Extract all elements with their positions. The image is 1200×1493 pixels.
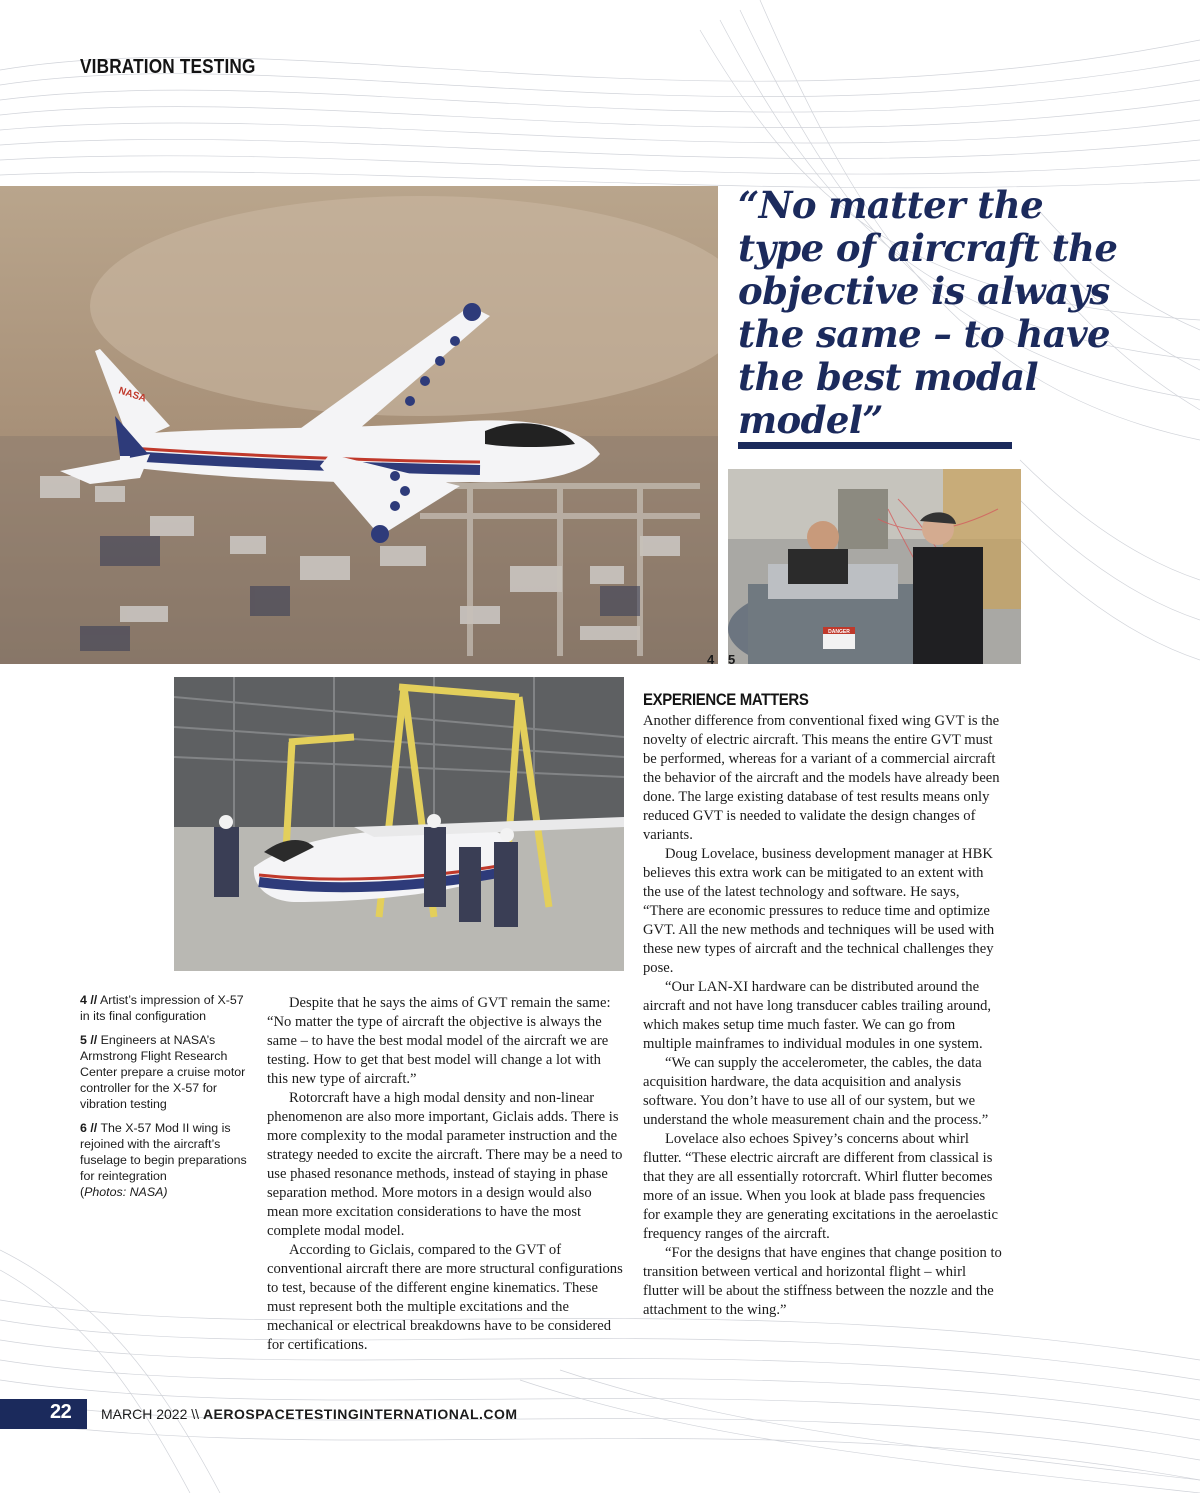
aircraft-tail-logo: NASA [117, 385, 148, 405]
paragraph: Lovelace also echoes Spivey’s concerns about whirl flutter. “These electric aircraft are different from classical is that they are all essentially rotorcraft. Whirl flutter becomes more of an issue. When you look at blade pass frequencies for example they are generating excitations in the aeroelastic frequency ranges of the aircraft. [643, 1131, 998, 1242]
paragraph: “For the designs that have engines that change position to transition between vertical and horizontal flight – whirl flutter will be about the stiffness between the nozzle and the attachment to the wing.” [643, 1245, 1002, 1318]
paragraph: “We can supply the accelerometer, the cables, the data acquisition hardware, the data acquisition and analysis software. You don’t have to use all of our system, but we understand the whole measurement chain and the process.” [643, 1055, 989, 1128]
caption-4: 4 // Artist’s impression of X-57 in its final configuration [80, 993, 244, 1023]
x57-aerial-photo [0, 186, 718, 664]
paragraph: According to Giclais, compared to the GVT of conventional aircraft there are more structural configurations to test, because of the different engine kinematics. These must represent both the multiple excitations and the mechanical or electrical breakdowns have to be considered for certifications. [267, 1242, 623, 1353]
section-label: VIBRATION TESTING [80, 56, 256, 78]
photo-credit: Photos: NASA) [84, 1185, 168, 1199]
photo-number-4: 4 [707, 652, 715, 667]
page-number-tab [0, 1399, 87, 1429]
hangar-photo [174, 677, 624, 971]
issue-date: MARCH 2022 [101, 1406, 188, 1422]
pull-quote-rule [738, 442, 1012, 449]
page-number: 22 [50, 1401, 72, 1423]
danger-sign: DANGER [828, 629, 850, 635]
footer-line [101, 1406, 518, 1422]
paragraph: Doug Lovelace, business development manager at HBK believes this extra work can be mitigated to an extent with the use of the latest technology and software. He says, “There are economic pressures to reduce time and optimize GVT. All the new methods and techniques will be used with these new types of aircraft and the technical challenges they pose. [643, 846, 995, 976]
pull-quote: “No matter the type of aircraft the objective is always the same – to have the best modal model” [738, 183, 1118, 442]
caption-6: 6 // The X-57 Mod II wing is rejoined with the aircraft’s fuselage to begin preparations for reintegration (Photos: NASA) [80, 1121, 247, 1199]
engineers-photo [728, 469, 1021, 664]
paragraph: Another difference from conventional fixed wing GVT is the novelty of electric aircraft. This means the entire GVT must be performed, whereas for a variant of a commercial aircraft the behavior of the aircraft and the models have already been done. The large existing database of test results means only reduced GVT is needed to validate the design changes of variants. [643, 713, 1000, 843]
website-link[interactable]: AEROSPACETESTINGINTERNATIONAL.COM [202, 1406, 518, 1422]
section-heading: EXPERIENCE MATTERS [643, 690, 809, 709]
article-column-middle [267, 994, 625, 1355]
paragraph: “Our LAN-XI hardware can be distributed around the aircraft and not have long transducer cables trailing around, which makes setup time much faster. We can go from multiple mainframes to individual modules in one system. [643, 979, 992, 1052]
article-column-right [643, 712, 1003, 1320]
caption-5: 5 // Engineers at NASA’s Armstrong Flight Research Center prepare a cruise motor controller for the X-57 for vibration testing [80, 1033, 246, 1111]
photo-number-5: 5 [728, 652, 736, 667]
footer-separator: \\ [191, 1406, 200, 1422]
paragraph: Despite that he says the aims of GVT remain the same: “No matter the type of aircraft the objective is always the same – to have the best modal model of the aircraft we are testing. How to get that best model will change a lot with this new type of aircraft.” [267, 995, 611, 1087]
photo-captions [80, 992, 248, 1208]
paragraph: Rotorcraft have a high modal density and non-linear phenomenon are also more important, Giclais adds. There is more complexity to the modal parameter instruction and the strategy needed to excite the aircraft. There may be a need to use phased resonance methods, instead of staying in phase separation method. More motors in a design would also mean more excitation considerations to have the most complete modal model. [267, 1090, 623, 1239]
